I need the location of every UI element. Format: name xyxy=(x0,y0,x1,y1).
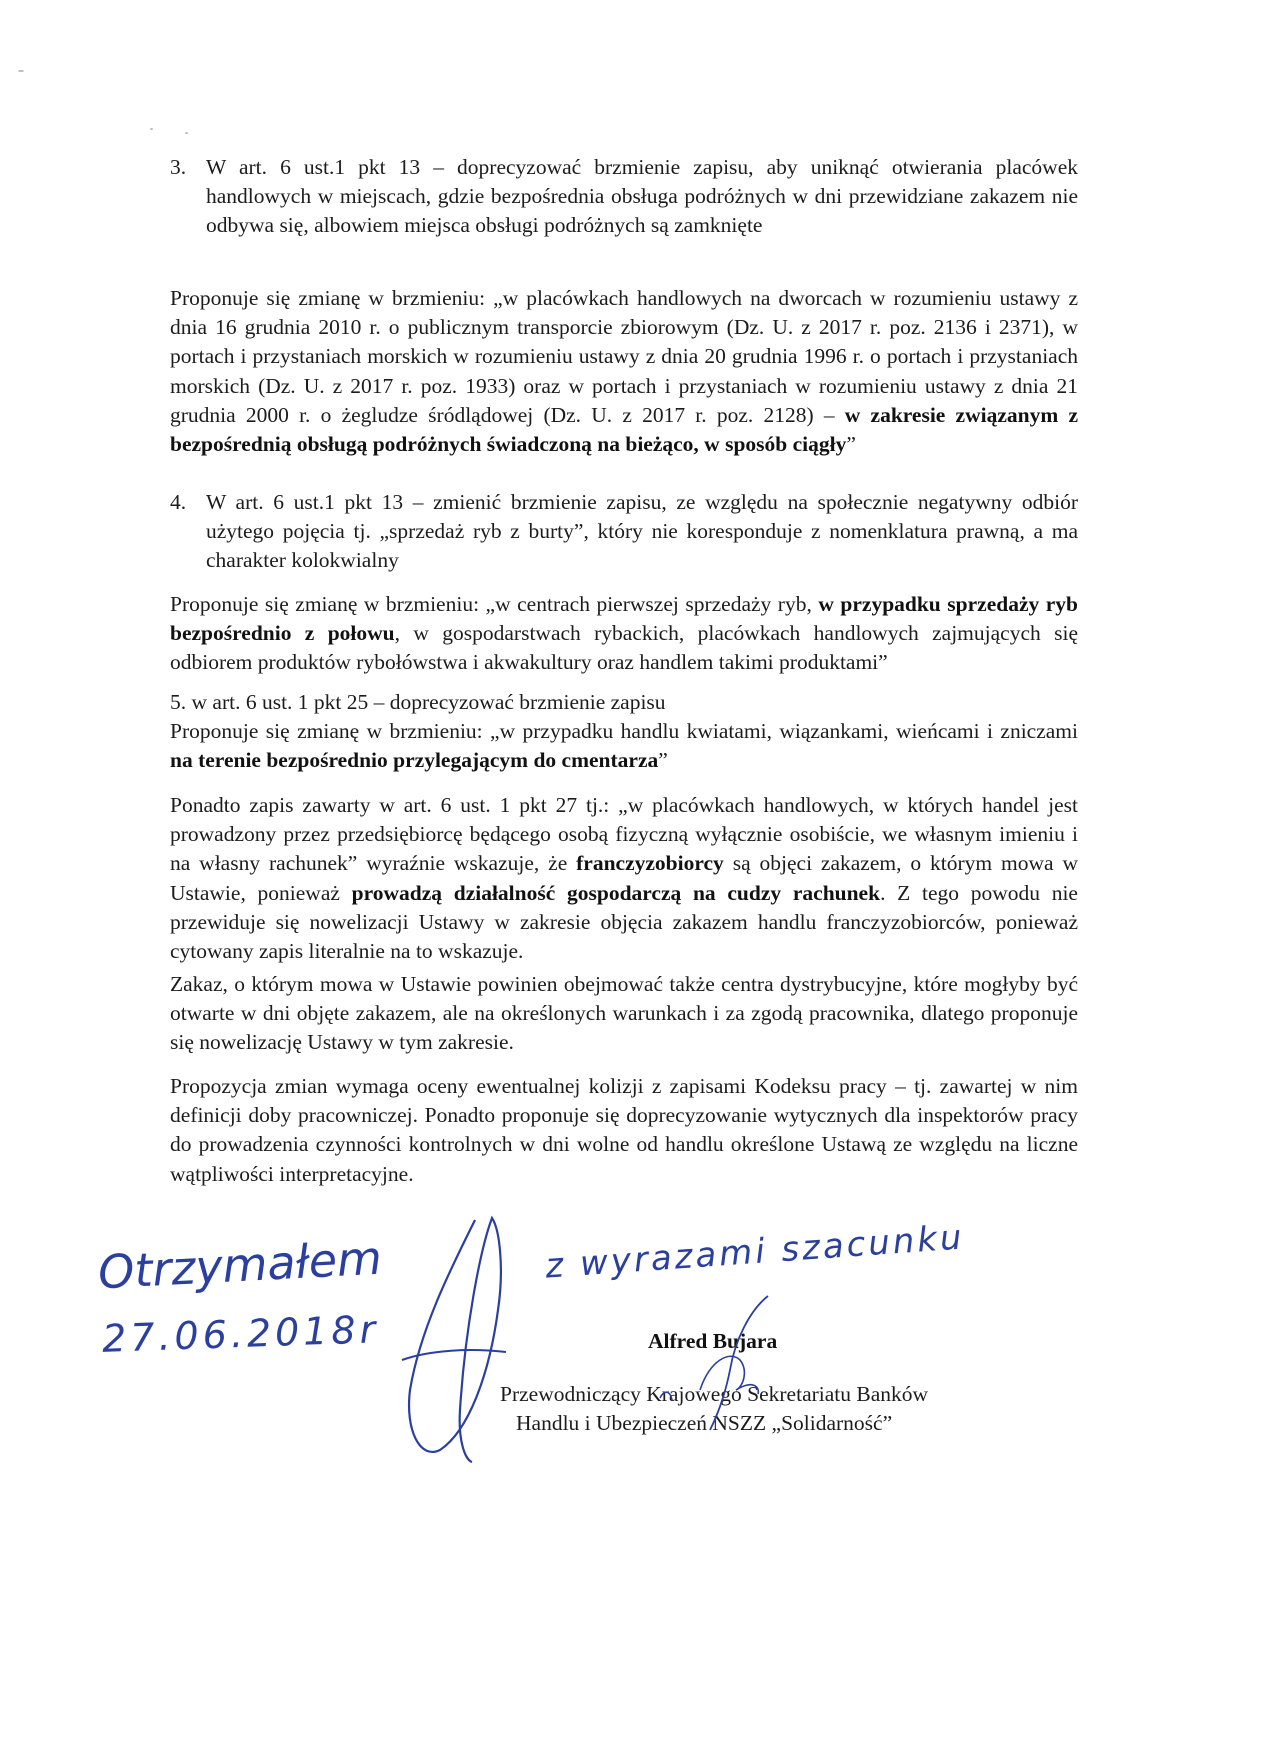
proposal-text: Proponuje się zmianę w brzmieniu: „w centrach pierwszej sprzedaży ryb, xyxy=(170,592,819,616)
paragraph-text: są objęci zakazem, o którym mowa w Ustawie, ponieważ xyxy=(170,851,1078,905)
signatory-name-text: Alfred Bujara xyxy=(648,1329,778,1353)
proposal-closing-quote: ” xyxy=(846,432,856,457)
proposal-text: Proponuje się zmianę w brzmieniu: „w przypadku handlu kwiatami, wiązankami, wieńcami i zniczami xyxy=(170,719,1078,743)
item-text: 5. w art. 6 ust. 1 pkt 25 – doprecyzować brzmienie zapisu xyxy=(170,690,666,714)
large-signature-scribble xyxy=(380,1210,520,1470)
item-number: 3. xyxy=(170,155,187,179)
signatory-title-line-2: Handlu i Ubezpieczeń NSZZ „Solidarność” xyxy=(516,1411,893,1435)
paragraph-distribution-centers xyxy=(170,970,1078,1058)
item-4-proposal xyxy=(170,590,1078,678)
paragraph-franchise xyxy=(170,791,1078,966)
proposal-text: Proponuje się zmianę w brzmieniu: „w placówkach handlowych na dworcach w rozumieniu ustawy z dnia 16 grudnia 2010 r. o publicznym transporcie zbiorowym (Dz. U. z 2017 r. poz. 2136 i 2371), w portach i przystaniach morskich w rozumieniu ustawy z dnia 20 grudnia 1996 r. o portach i przystaniach morskich (Dz. U. z 2017 r. poz. 1933) oraz w portach i przystaniach w rozumieniu ustawy z dnia 21 grudnia 2000 r. o żegludze śródlądowej (Dz. U. z 2017 r. poz. 2128) – xyxy=(170,286,1078,427)
proposal-text-rest: , w gospodarstwach rybackich, placówkach handlowych zajmujących się odbiorem produktów rybołówstwa i akwakultury oraz handlem takimi produktami” xyxy=(170,621,1078,675)
paragraph-text: Propozycja zmian wymaga oceny ewentualnej kolizji z zapisami Kodeksu pracy – tj. zawartej w nim definicji doby pracowniczej. Ponadto proponuje się doprecyzowanie wytycznych dla inspektorów pracy do prowadzenia czynności kontrolnych w dni wolne od handlu określone Ustawą ze względu na liczne wątpliwości interpretacyjne. xyxy=(170,1074,1078,1186)
paragraph-text: Zakaz, o którym mowa w Ustawie powinien obejmować także centra dystrybucyjne, które mogłyby być otwarte w dni objęte zakazem, ale na określonych warunkach i za zgodą pracownika, dlatego proponuje się nowelizację Ustawy w tym zakresie. xyxy=(170,972,1078,1055)
paragraph-bold-text: prowadzą działalność gospodarczą na cudzy rachunek xyxy=(351,880,881,905)
scan-speck xyxy=(185,132,188,134)
paragraph-text: Ponadto zapis zawarty w art. 6 ust. 1 pkt 27 tj.: „w placówkach handlowych, w których handel jest prowadzony przez przedsiębiorcę będącego osobą fizyczną wyłącznie osobiście, we własnym imieniu i na własny rachunek” wyraźnie wskazuje, że xyxy=(170,793,1078,876)
scan-speck xyxy=(18,70,24,72)
item-text: W art. 6 ust.1 pkt 13 – zmienić brzmienie zapisu, ze względu na społecznie negatywny odbiór użytego pojęcia tj. „sprzedaż ryb z burty”, który nie koresponduje z nomenklatura prawną, a ma charakter kolokwialny xyxy=(206,490,1078,573)
proposal-bold-text: w przypadku sprzedaży ryb bezpośrednio z połowu xyxy=(170,592,1078,646)
proposal-closing-quote: ” xyxy=(658,748,668,773)
item-text: W art. 6 ust.1 pkt 13 – doprecyzować brzmienie zapisu, aby uniknąć otwierania placówek handlowych w miejscach, gdzie bezpośrednia obsługa podróżnych w dni przewidziane zakazem nie odbywa się, albowiem miejsca obsługi podróżnych są zamknięte xyxy=(206,155,1078,238)
paragraph-labour-code xyxy=(170,1072,1078,1189)
signatory-title-line-1: Przewodniczący Krajowego Sekretariatu Banków xyxy=(500,1382,929,1406)
handwritten-date: 27.06.2018r xyxy=(101,1307,380,1361)
item-number: 4. xyxy=(170,490,187,514)
paragraph-bold-text: franczyzobiorcy xyxy=(576,851,724,876)
item-4 xyxy=(170,488,1078,576)
item-5 xyxy=(170,688,1078,717)
item-3-proposal xyxy=(170,284,1078,459)
paragraph-text: . Z tego powodu nie przewiduje się nowelizacji Ustawy w zakresie objęcia zakazem handlu franczyzobiorców, ponieważ cytowany zapis literalnie na to wskazuje. xyxy=(170,880,1078,964)
item-5-proposal xyxy=(170,717,1078,775)
signatory-signature xyxy=(640,1290,780,1440)
proposal-bold-text: w zakresie związanym z bezpośrednią obsługą podróżnych świadczoną na bieżąco, w sposób ciągły xyxy=(170,402,1078,457)
proposal-bold-text: na terenie bezpośrednio przylegającym do cmentarza xyxy=(170,748,659,773)
handwritten-greeting: z wyrazami szacunku xyxy=(544,1217,966,1287)
scan-speck xyxy=(150,128,153,130)
handwritten-received-note: Otrzymałem xyxy=(96,1230,384,1300)
item-3 xyxy=(170,153,1078,241)
